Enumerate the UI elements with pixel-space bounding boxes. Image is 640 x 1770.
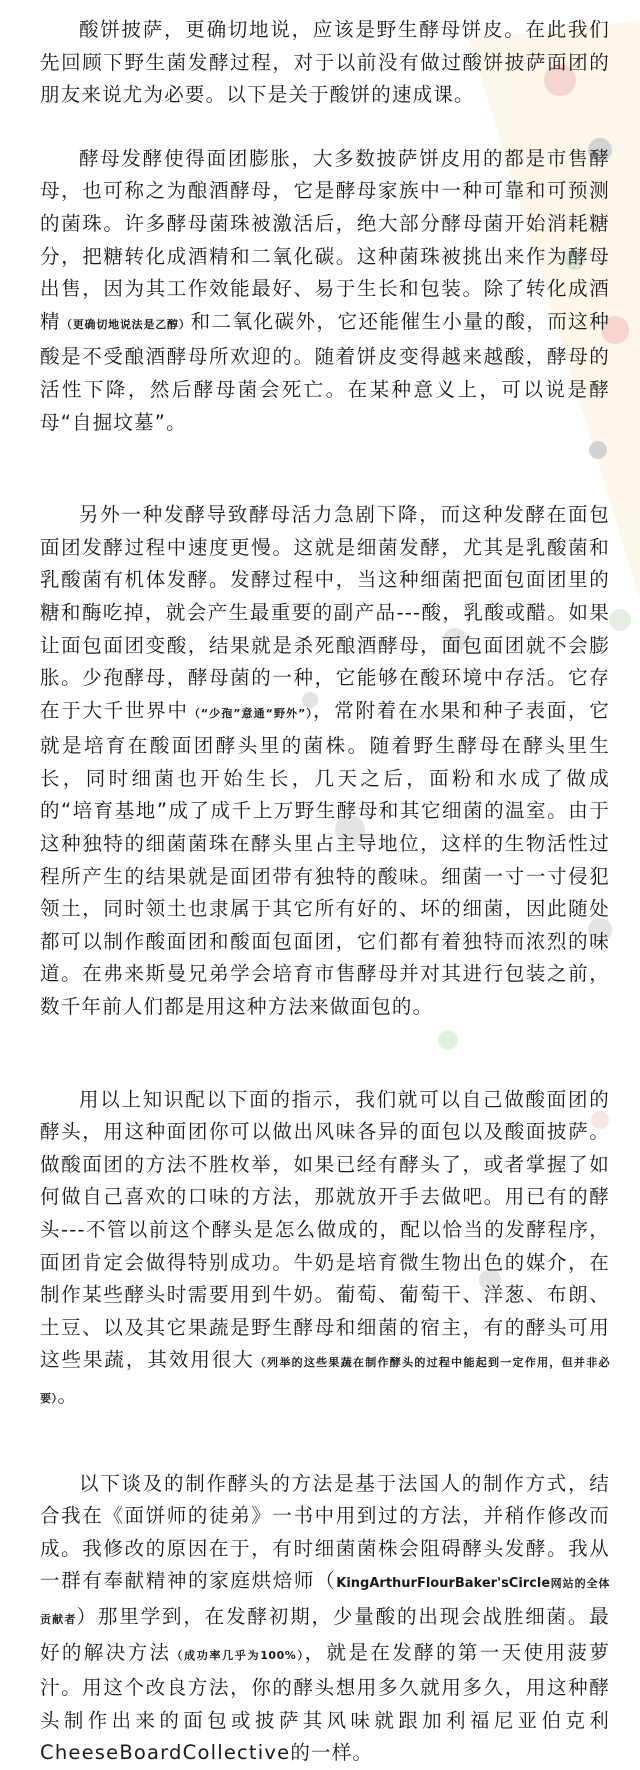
inline-note: （成功率几乎为100%） — [171, 1648, 305, 1662]
paragraph-starter-making — [40, 1084, 610, 1416]
inline-note: （列举的这些果蔬在制作酵头的过程中能起到一定作用，但并非必要） — [40, 1356, 610, 1405]
paragraph-intro — [40, 14, 610, 112]
inline-note: （“少孢”意通“野外”） — [188, 706, 313, 720]
paragraph-text: 酵母发酵使得面团膨胀，大多数披萨饼皮用的都是市售酵母，也可称之为酿酒酵母，它是酵母家族中一种可靠和可预测的菌珠。许多酵母菌珠被激活后，绝大部分酵母菌开始消耗糖分，把糖转化成酒精和二氧化碳。这种菌珠被挑出来作为酵母出售，因为其工作效能最好、易于生长和包装。除了转化成酒精 — [40, 146, 610, 333]
paragraph-yeast-fermentation — [40, 143, 610, 439]
paragraph-text: ，就是在发酵的第一天使用菠萝汁。用这个改良方法，你的酵头想用多久就用多久，用这种酵头制作出来的面包或披萨其风味就跟加利福尼亚伯克利CheeseBoardCollective的一样。 — [40, 1640, 611, 1765]
inline-note: 网站的全体贡献者 — [40, 1577, 611, 1626]
paragraph-bacterial-fermentation — [40, 499, 610, 1024]
paragraph-text: 酸饼披萨，更确切地说，应该是野生酵母饼皮。在此我们先回顾下野生菌发酵过程，对于以前没有做过酸饼披萨面团的朋友来说尤为必要。以下是关于酸饼的速成课。 — [40, 18, 610, 107]
paragraph-text: 。 — [57, 1383, 79, 1407]
inline-note: （更确切地说法是乙醇） — [60, 317, 191, 331]
paragraph-text: ）那里学到，在发酵初期，少量酸的出现会战胜细菌。最好的解决方法 — [40, 1604, 610, 1664]
paragraph-method-origin — [40, 1468, 610, 1770]
paragraph-text: ，常附着在水果和种子表面，它就是培育在酸面团酵头里的菌株。随着野生酵母在酵头里生长，同时细菌也开始生长，几天之后，面粉和水成了做成的“培育基地”成了成千上万野生酵母和其它细菌的温室。由于这种独特的细菌菌珠在酵头里占主导地位，这样的生物活性过程所产生的结果就是面团带有独特的酸味。细菌一寸一寸侵犯领土，同时领土也隶属于其它所有好的、坏的细菌，因此随处都可以制作酸面团和酸面包面团，它们都有着独特而浓烈的味道。在弗来斯曼兄弟学会培育市售酵母并对其进行包装之前，数千年前人们都是用这种方法来做面包的。 — [40, 698, 610, 1019]
inline-note-site-name: KingArthurFlourBaker'sCircle — [336, 1576, 551, 1592]
paragraph-text: 另外一种发酵导致酵母活力急剧下降，而这种发酵在面包面团发酵过程中速度更慢。这就是细菌发酵，尤其是乳酸菌和乳酸菌有机体发酵。发酵过程中，当这种细菌把面包面团里的糖和酶吃掉，就会产生最重要的副产品---酸，乳酸或醋。如果让面包面团变酸，结果就是杀死酿酒酵母，面包面团就不会膨胀。少孢酵母，酵母菌的一种，它能够在酸环境中存活。它存在于大千世界中 — [40, 503, 610, 722]
paragraph-text: 和二氧化碳外，它还能催生小量的酸，而这种酸是不受酿酒酵母所欢迎的。随着饼皮变得越来越酸，酵母的活性下降，然后酵母菌会死亡。在某种意义上，可以说是酵母“自掘坟墓”。 — [40, 309, 610, 434]
paragraph-text: 以下谈及的制作酵头的方法是基于法国人的制作方式，结合我在《面饼师的徒弟》一书中用到过的方法，并稍作修改而成。我修改的原因在于，有时细菌菌株会阻碍酵头发酵。我从一群有奉献精神的家庭烘焙师（ — [40, 1471, 610, 1593]
paragraph-text: 用以上知识配以下面的指示，我们就可以自己做酸面团的酵头，用这种面团你可以做出风味各异的面包以及酸面披萨。做酸面团的方法不胜枚举，如果已经有酵头了，或者掌握了如何做自己喜欢的口味的方法，那就放开手去做吧。用已有的酵头---不管以前这个酵头是怎么做成的，配以恰当的发酵程序，面团肯定会做得特别成功。牛奶是培育微生物出色的媒介，在制作某些酵头时需要用到牛奶。葡萄、葡萄干、洋葱、布朗、土豆、以及其它果蔬是野生酵母和细菌的宿主，有的酵头可用这些果蔬，其效用很大 — [40, 1087, 610, 1372]
